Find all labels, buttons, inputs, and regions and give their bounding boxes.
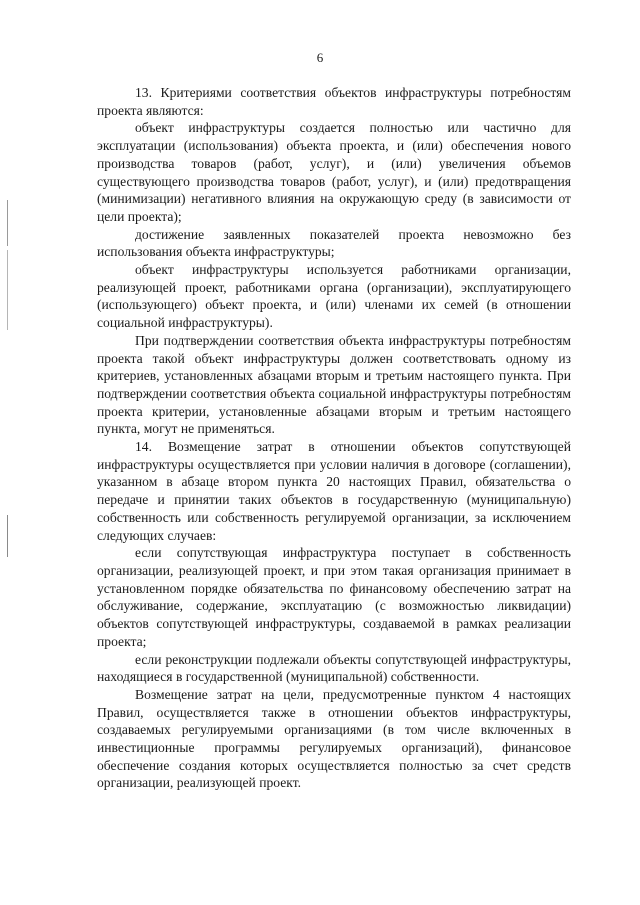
paragraph-14-intro: 14. Возмещение затрат в отношении объектов сопутствующей инфраструктуры осуществляется при условии наличия в договоре (соглашении), указанном в абзаце втором пункта 20 настоящих Правил, обязательства о передаче и принятии таких объектов в государственную (муниципальную) собственность или собственность регулируемой организации, за исключением следующих случаев: (97, 439, 571, 543)
paragraph-criterion-3: объект инфраструктуры используется работниками организации, реализующей проект, работниками органа (организации), эксплуатирующего (использующего) объект проекта, и (или) членами их семей (в отношении социальной инфраструктуры). (97, 262, 571, 331)
paragraph-13-intro: 13. Критериями соответствия объектов инфраструктуры потребностям проекта являются: (97, 85, 571, 118)
scan-artifact-line (7, 200, 8, 246)
paragraph-confirmation: При подтверждении соответствия объекта инфраструктуры потребностям проекта такой объект инфраструктуры должен соответствовать одному из критериев, установленных абзацами вторым и третьим настоящего пункта. При подтверждении соответствия объекта социальной инфраструктуры потребностям проекта критерии, установленные абзацами вторым и третьим настоящего пункта, могут не применяться. (97, 332, 571, 437)
scan-artifact-line (7, 515, 8, 557)
paragraph-exception-1: если сопутствующая инфраструктура поступает в собственность организации, реализующей проект, и при этом такая организация принимает в установленном порядке обязательства по финансовому обеспечению затрат на обслуживание, содержание, эксплуатацию (с возможностью ликвидации) объектов сопутствующей инфраструктуры, создаваемой в рамках реализации проекта; (97, 545, 571, 649)
paragraph-criterion-2: достижение заявленных показателей проекта невозможно без использования объекта инфраструктуры; (97, 226, 571, 260)
paragraph-reimbursement: Возмещение затрат на цели, предусмотренные пунктом 4 настоящих Правил, осуществляется также в отношении объектов инфраструктуры, создаваемых регулируемыми организациями (в том числе включенных в инвестиционные программы регулируемых организаций), финансовое обеспечение создания которых осуществляется полностью за счет средств организации, реализующей проект. (97, 686, 571, 791)
page-number: 6 (316, 50, 324, 65)
paragraph-criterion-1: объект инфраструктуры создается полностью или частично для эксплуатации (использования) объекта проекта, и (или) обеспечения нового производства товаров (работ, услуг), и (или) увеличения объемов существующего производства товаров (работ, услуг), и (или) предотвращения (минимизации) негативного влияния на окружающую среду (в зависимости от цели проекта); (97, 120, 571, 224)
scan-artifact-line (7, 250, 8, 330)
paragraph-exception-2: если реконструкции подлежали объекты сопутствующей инфраструктуры, находящиеся в государственной (муниципальной) собственности. (97, 651, 571, 685)
document-body (97, 84, 571, 792)
